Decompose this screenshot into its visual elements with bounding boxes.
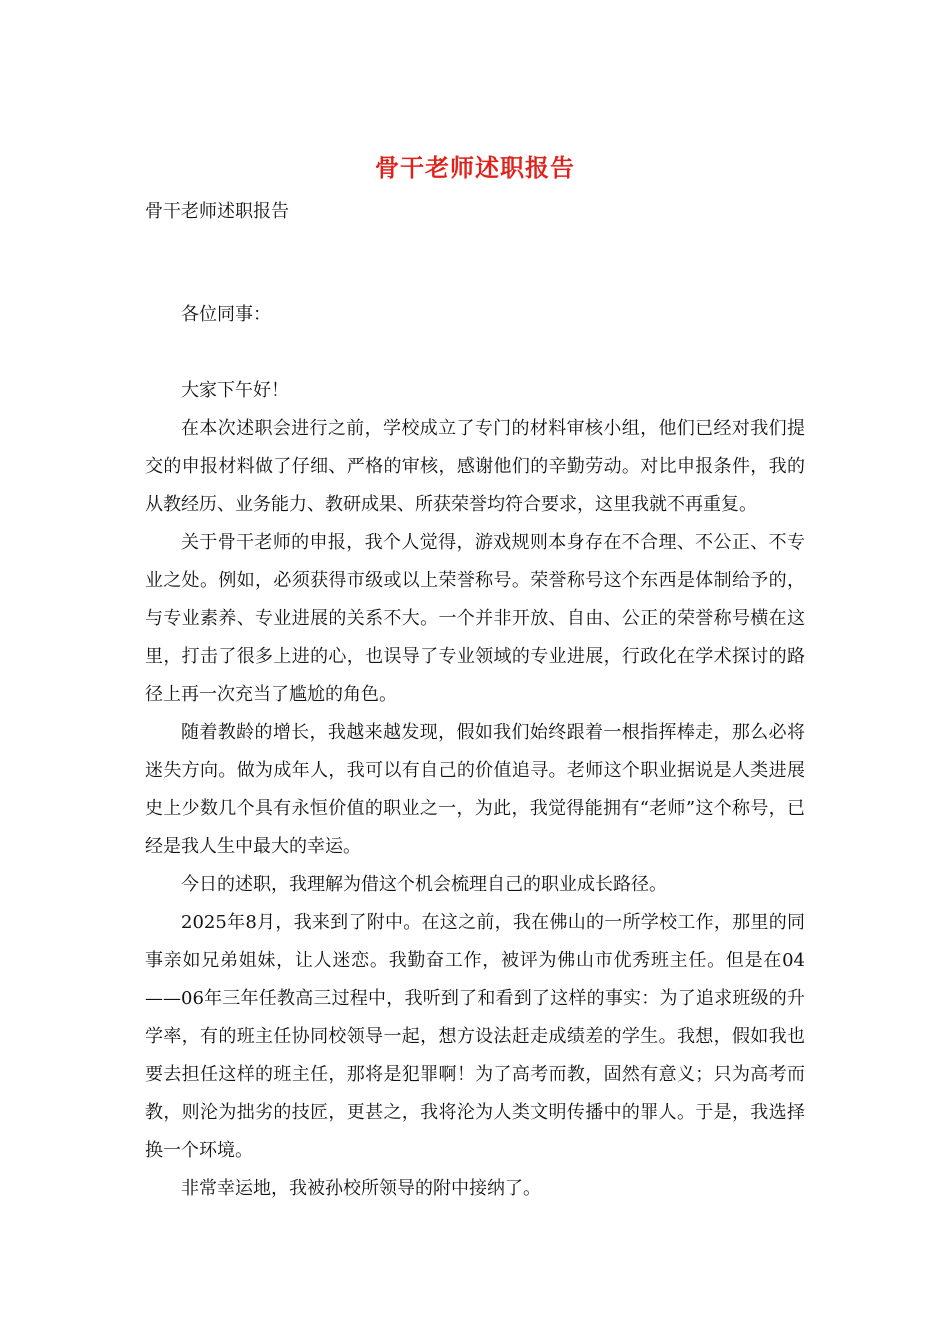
paragraph: 今日的述职，我理解为借这个机会梳理自己的职业成长路径。 xyxy=(181,874,667,895)
greeting: 大家下午好！ xyxy=(181,380,289,401)
paragraph: 2025年8月，我来到了附中。在这之前，我在佛山的一所学校工作，那里的同事亲如兄弟姐妹，让人迷恋。我勤奋工作，被评为佛山市优秀班主任。但是在04——06年三年任教高三过程中，我听到了和看到了这样的事实：为了追求班级的升学率，有的班主任协同校领导一起，想方设法赶走成绩差的学生。我想，假如我也要去担任这样的班主任，那将是犯罪啊！为了高考而教，固然有意义；只为高考而教，则沦为拙劣的技匠，更甚之，我将沦为人类文明传播中的罪人。于是，我选择换一个环境。 xyxy=(145,912,805,1161)
paragraph: 关于骨干老师的申报，我个人觉得，游戏规则本身存在不合理、不公正、不专业之处。例如，必须获得市级或以上荣誉称号。荣誉称号这个东西是体制给予的，与专业素养、专业进展的关系不大。一个并非开放、自由、公正的荣誉称号横在这里，打击了很多上进的心，也误导了专业领域的专业进展，行政化在学术探讨的路径上再一次充当了尴尬的角色。 xyxy=(145,532,805,705)
document-subtitle: 骨干老师述职报告 xyxy=(145,201,289,222)
paragraph: 随着教龄的增长，我越来越发现，假如我们始终跟着一根指挥棒走，那么必将迷失方向。做为成年人，我可以有自己的价值追寻。老师这个职业据说是人类进展史上少数几个具有永恒价值的职业之一，为此，我觉得能拥有“老师”这个称号，已经是我人生中最大的幸运。 xyxy=(145,722,805,857)
paragraph: 在本次述职会进行之前，学校成立了专门的材料审核小组，他们已经对我们提交的申报材料做了仔细、严格的审核，感谢他们的辛勤劳动。对比申报条件，我的从教经历、业务能力、教研成果、所获荣誉均符合要求，这里我就不再重复。 xyxy=(145,418,805,515)
document-body xyxy=(145,296,805,1208)
salutation: 各位同事： xyxy=(181,304,271,325)
paragraph: 非常幸运地，我被孙校所领导的附中接纳了。 xyxy=(181,1178,541,1199)
document-title: 骨干老师述职报告 xyxy=(375,153,575,182)
